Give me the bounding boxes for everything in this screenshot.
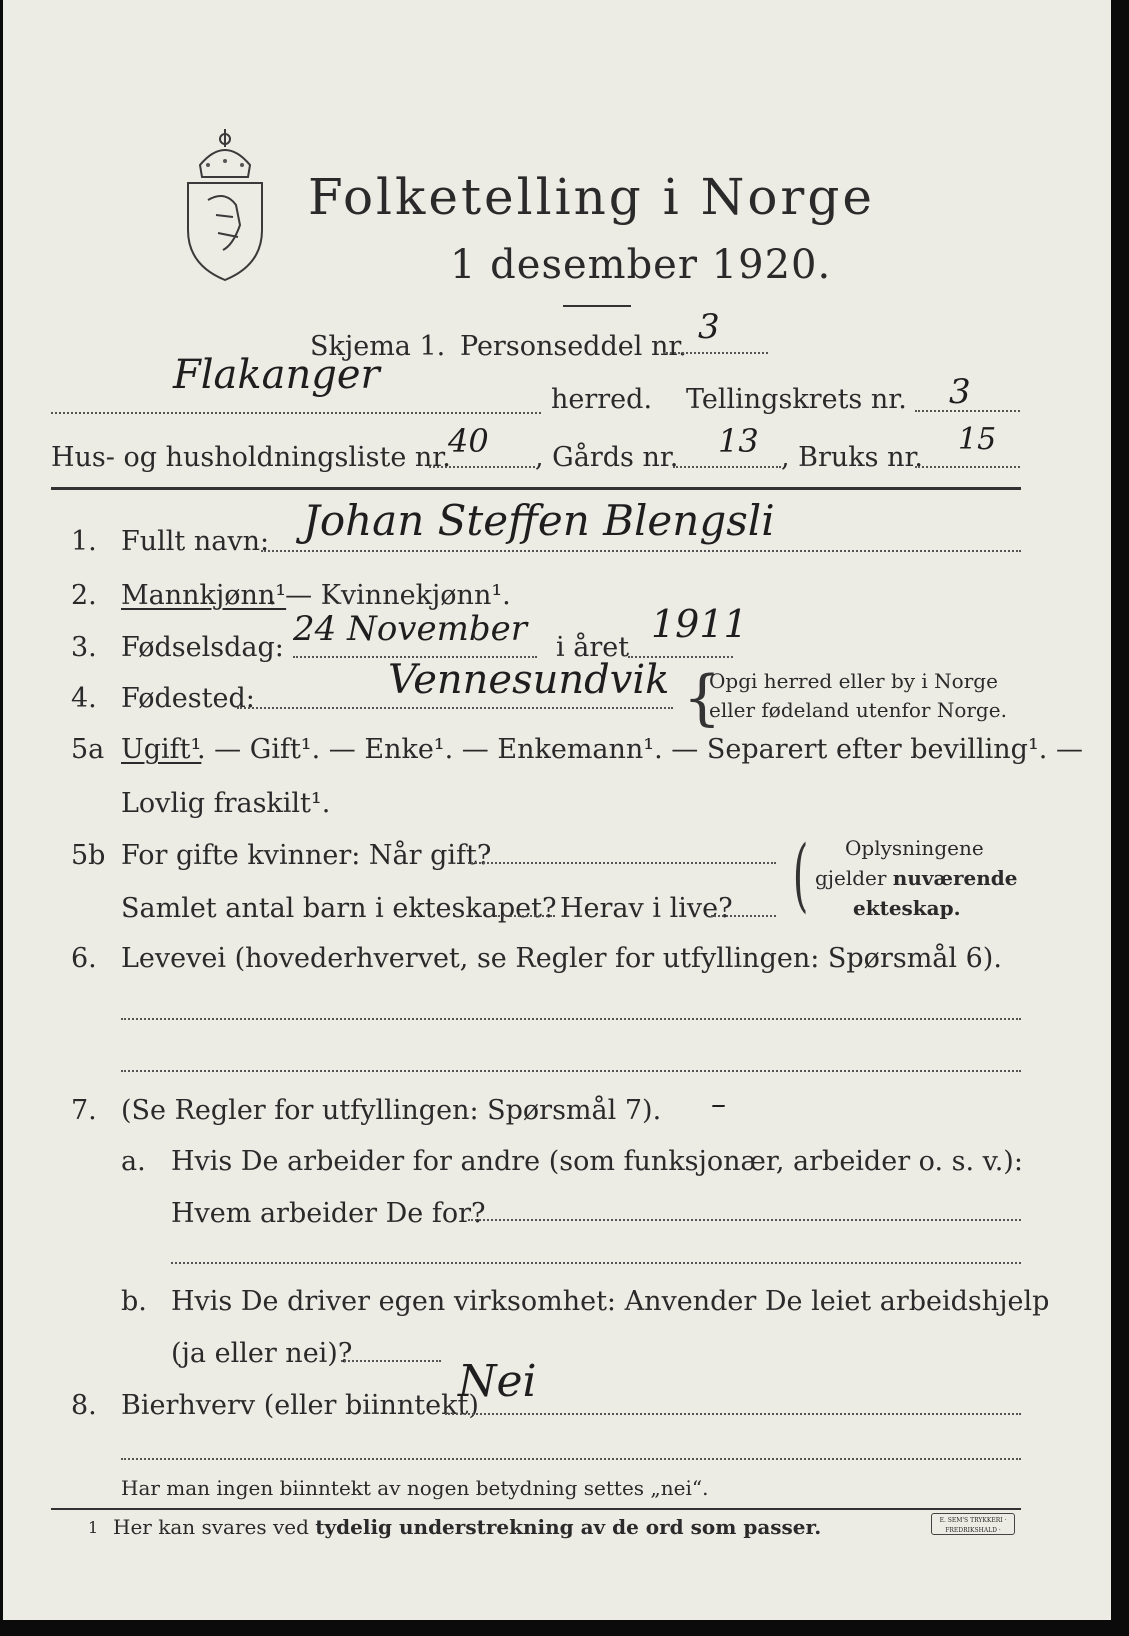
q3-birth-date[interactable]: 24 November bbox=[293, 609, 527, 649]
footer-note: Har man ingen biinntekt av nogen betydning settes „nei“. bbox=[121, 1476, 709, 1500]
footnote-text: Her kan svares ved tydelig understrekning av de ord som passer. bbox=[113, 1515, 822, 1539]
q6-line-1 bbox=[121, 1018, 1021, 1020]
q7b-line bbox=[341, 1360, 441, 1362]
q5b-children-line bbox=[495, 915, 555, 917]
herred-label: herred. bbox=[551, 384, 653, 415]
q7-number: 7. bbox=[71, 1095, 97, 1126]
q4-label: Fødested: bbox=[121, 683, 255, 714]
q5b-children-alive: Herav i live? bbox=[560, 893, 733, 924]
q2-male-option[interactable]: Mannkjønn¹ bbox=[121, 580, 287, 611]
q5a-number: 5a bbox=[71, 734, 105, 765]
q7a-letter: a. bbox=[121, 1146, 146, 1177]
q5b-alive-line bbox=[711, 915, 776, 917]
gards-label: , Gårds nr. bbox=[535, 442, 679, 473]
q3-label: Fødselsdag: bbox=[121, 632, 284, 663]
q4-note-2: eller fødeland utenfor Norge. bbox=[709, 698, 1007, 722]
q1-label: Fullt navn: bbox=[121, 526, 270, 557]
q5a-divorced-option[interactable]: Lovlig fraskilt¹. bbox=[121, 788, 331, 819]
q7-mark[interactable]: – bbox=[711, 1087, 726, 1122]
q5a-unmarried-option[interactable]: Ugift¹ bbox=[121, 734, 202, 765]
q1-full-name[interactable]: Johan Steffen Blengsli bbox=[303, 496, 775, 545]
bruks-line bbox=[915, 466, 1020, 468]
q7b-letter: b. bbox=[121, 1286, 147, 1317]
husliste-value[interactable]: 40 bbox=[448, 422, 489, 460]
tellingskrets-value[interactable]: 3 bbox=[949, 372, 971, 412]
title-divider bbox=[563, 305, 631, 307]
q6-line-2 bbox=[121, 1070, 1021, 1072]
q8-number: 8. bbox=[71, 1390, 97, 1421]
gards-line bbox=[673, 466, 781, 468]
q5b-married-when: For gifte kvinner: Når gift? bbox=[121, 840, 492, 871]
q5b-note-3: ekteskap. bbox=[853, 896, 961, 920]
q4-line bbox=[237, 707, 673, 709]
q4-number: 4. bbox=[71, 683, 97, 714]
q8-label: Bierhverv (eller biinntekt) bbox=[121, 1390, 479, 1421]
husliste-label: Hus- og husholdningsliste nr. bbox=[51, 442, 451, 473]
census-date: 1 desember 1920. bbox=[450, 242, 832, 288]
q4-note-1: Opgi herred eller by i Norge bbox=[709, 669, 998, 693]
q7a-line-2 bbox=[171, 1262, 1021, 1264]
footer-rule bbox=[51, 1508, 1021, 1510]
q8-line bbox=[445, 1413, 1021, 1415]
q1-line bbox=[261, 550, 1021, 552]
q5b-brace: ( bbox=[792, 828, 809, 921]
header-rule bbox=[51, 487, 1021, 490]
q5b-note-2: gjelder nuværende bbox=[815, 866, 1018, 890]
q7a-employer-label: Hvem arbeider De for? bbox=[171, 1198, 486, 1229]
tellingskrets-label: Tellingskrets nr. bbox=[686, 384, 907, 415]
herred-line bbox=[51, 412, 541, 414]
q6-number: 6. bbox=[71, 943, 97, 974]
printer-stamp: E. SEM'S TRYKKERI · FREDRIKSHALD · bbox=[931, 1513, 1015, 1535]
q7a-employer-line bbox=[468, 1219, 1021, 1221]
q5b-number: 5b bbox=[71, 840, 106, 871]
q6-label: Levevei (hovederhvervet, se Regler for utfyllingen: Spørsmål 6). bbox=[121, 943, 1002, 974]
q7b-yes-no-label: (ja eller nei)? bbox=[171, 1338, 353, 1369]
q5b-note-1: Oplysningene bbox=[845, 836, 984, 860]
q7-label: (Se Regler for utfyllingen: Spørsmål 7). bbox=[121, 1095, 662, 1126]
q5b-children-total: Samlet antal barn i ekteskapet? bbox=[121, 893, 557, 924]
q8-answer[interactable]: Nei bbox=[458, 1356, 537, 1407]
q2-number: 2. bbox=[71, 580, 97, 611]
q3-birth-year[interactable]: 1911 bbox=[651, 602, 748, 646]
q7b-question: Hvis De driver egen virksomhet: Anvender De leiet arbeidshjelp bbox=[171, 1286, 1050, 1317]
q3-year-label: i året bbox=[556, 632, 630, 663]
q2-female-option[interactable]: . — Kvinnekjønn¹. bbox=[268, 580, 511, 611]
personseddel-value[interactable]: 3 bbox=[698, 307, 720, 347]
bruks-value[interactable]: 15 bbox=[958, 422, 997, 457]
husliste-line bbox=[429, 466, 535, 468]
coat-of-arms-icon bbox=[178, 125, 273, 285]
q4-birthplace[interactable]: Vennesundvik bbox=[388, 657, 670, 703]
q8-line-2 bbox=[121, 1458, 1021, 1460]
gards-value[interactable]: 13 bbox=[718, 422, 759, 460]
q5b-married-line bbox=[468, 862, 776, 864]
census-form bbox=[3, 0, 1111, 1620]
personseddel-label: Personseddel nr. bbox=[460, 331, 687, 362]
herred-value[interactable]: Flakanger bbox=[173, 352, 380, 398]
q4-brace: { bbox=[683, 663, 722, 733]
form-title: Folketelling i Norge bbox=[308, 168, 875, 226]
bruks-label: , Bruks nr. bbox=[781, 442, 924, 473]
q7a-question: Hvis De arbeider for andre (som funksjonær, arbeider o. s. v.): bbox=[171, 1146, 1023, 1177]
footnote-number: 1 bbox=[88, 1518, 99, 1537]
personseddel-line bbox=[663, 352, 768, 354]
schema-label: Skjema 1. bbox=[310, 331, 446, 362]
q5a-other-options[interactable]: . — Gift¹. — Enke¹. — Enkemann¹. — Separert efter bevilling¹. — bbox=[197, 734, 1083, 765]
q3-number: 3. bbox=[71, 632, 97, 663]
q1-number: 1. bbox=[71, 526, 97, 557]
